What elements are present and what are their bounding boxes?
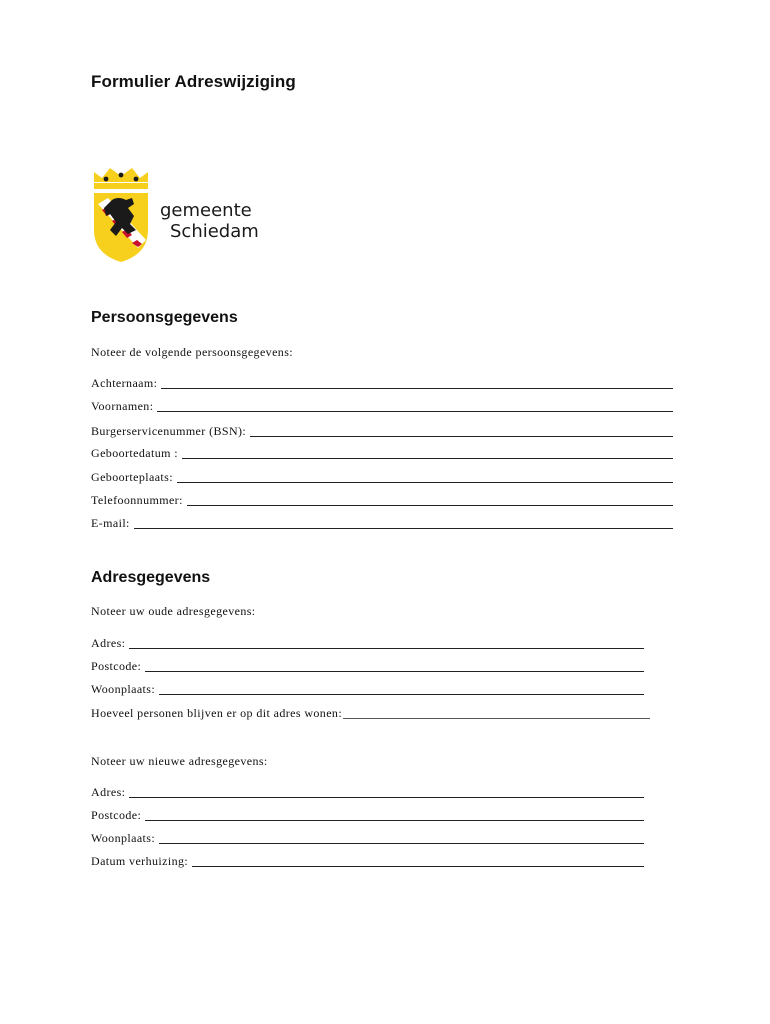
field-old-woonplaats[interactable] — [91, 681, 644, 697]
page-title: Formulier Adreswijziging — [91, 72, 296, 91]
field-geboorteplaats[interactable] — [91, 469, 673, 485]
field-new-postcode[interactable] — [91, 807, 644, 823]
logo-line-gemeente: gemeente — [160, 200, 252, 221]
field-new-adres[interactable] — [91, 784, 644, 800]
field-label: Achternaam: — [91, 376, 158, 390]
field-label: Postcode: — [91, 808, 142, 822]
old-address-instruction: Noteer uw oude adresgegevens: — [91, 604, 256, 618]
write-line[interactable] — [161, 388, 673, 389]
field-old-postcode[interactable] — [91, 658, 644, 674]
field-email[interactable] — [91, 515, 673, 531]
write-line[interactable] — [157, 411, 673, 412]
field-label: Woonplaats: — [91, 831, 156, 845]
field-label: Voornamen: — [91, 399, 154, 413]
field-datum-verhuizing[interactable] — [91, 853, 644, 869]
field-bsn[interactable] — [91, 423, 673, 439]
write-line[interactable] — [129, 797, 644, 798]
write-line[interactable] — [129, 648, 644, 649]
field-old-adres[interactable] — [91, 635, 644, 651]
section-heading-persoonsgegevens: Persoonsgegevens — [91, 309, 238, 326]
write-line[interactable] — [159, 694, 644, 695]
field-label: Woonplaats: — [91, 682, 156, 696]
field-label: Hoeveel personen blijven er op dit adres wonen: — [91, 706, 343, 720]
field-new-woonplaats[interactable] — [91, 830, 644, 846]
field-geboortedatum[interactable] — [91, 445, 673, 461]
field-old-persons-remaining[interactable] — [91, 705, 650, 721]
write-line[interactable] — [250, 436, 673, 437]
field-label: Adres: — [91, 636, 126, 650]
field-label: Burgerservicenummer (BSN): — [91, 424, 247, 438]
field-label: Adres: — [91, 785, 126, 799]
new-address-instruction: Noteer uw nieuwe adresgegevens: — [91, 754, 268, 768]
logo-line-schiedam: Schiedam — [170, 221, 259, 242]
write-line[interactable] — [343, 718, 650, 719]
field-label: E-mail: — [91, 516, 130, 530]
field-label: Geboorteplaats: — [91, 470, 173, 484]
write-line[interactable] — [182, 458, 673, 459]
gemeente-schiedam-logo — [88, 164, 288, 264]
write-line[interactable] — [159, 843, 644, 844]
write-line[interactable] — [192, 866, 644, 867]
field-label: Telefoonnummer: — [91, 493, 183, 507]
section-heading-adresgegevens: Adresgegevens — [91, 569, 211, 586]
schiedam-coat-of-arms-icon — [88, 164, 154, 264]
write-line[interactable] — [187, 505, 673, 506]
write-line[interactable] — [145, 820, 644, 821]
field-label: Datum verhuizing: — [91, 854, 189, 868]
write-line[interactable] — [134, 528, 673, 529]
personal-instruction: Noteer de volgende persoonsgegevens: — [91, 345, 294, 359]
write-line[interactable] — [177, 482, 673, 483]
field-achternaam[interactable] — [91, 375, 673, 391]
logo-wordmark — [160, 200, 259, 242]
field-telefoonnummer[interactable] — [91, 492, 673, 508]
field-label: Geboortedatum : — [91, 446, 178, 460]
field-label: Postcode: — [91, 659, 142, 673]
field-voornamen[interactable] — [91, 398, 673, 414]
write-line[interactable] — [145, 671, 644, 672]
